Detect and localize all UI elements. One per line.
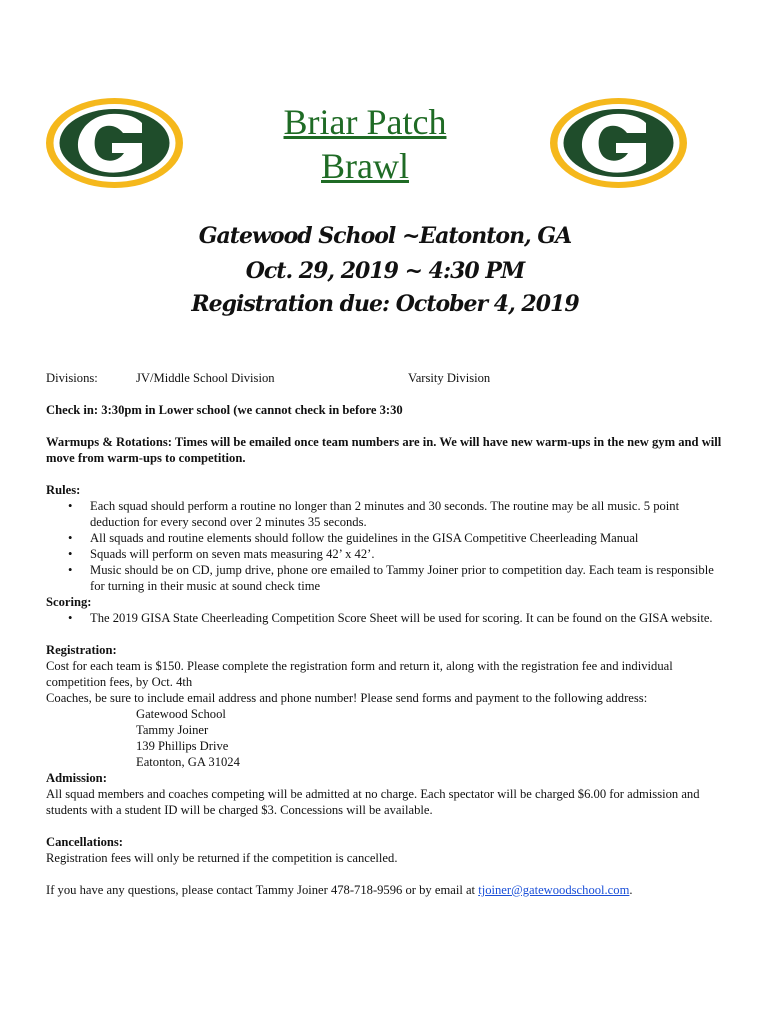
- registration-due: Registration due: October 4, 2019: [191, 291, 579, 317]
- event-title-line-1: Briar Patch: [283, 102, 447, 142]
- event-details: [46, 370, 726, 898]
- admission-text: All squad members and coaches competing will be admitted at no charge. Each spectator will be charged $6.00 for admission and students with a student ID will be charged $3. Concessions will be available.: [46, 787, 700, 817]
- list-item: • Music should be on CD, jump drive, phone ore emailed to Tammy Joiner prior to competition day. Each team is responsible for turning in their music at sound check time: [46, 562, 726, 594]
- rules-list: [46, 498, 726, 594]
- bullet-icon: •: [68, 563, 73, 577]
- event-title-line-2: Brawl: [321, 146, 409, 186]
- bullet-icon: •: [68, 611, 73, 625]
- contact-email-link[interactable]: tjoiner@gatewoodschool.com: [478, 883, 630, 897]
- scoring-list: [46, 610, 726, 626]
- bullet-icon: •: [68, 547, 73, 561]
- scoring-heading: Scoring:: [46, 595, 92, 609]
- event-location: Gatewood School ~Eatonton, GA: [198, 223, 572, 249]
- admission-heading: Admission:: [46, 771, 107, 785]
- registration-coaches: Coaches, be sure to include email address and phone number! Please send forms and payment to the following address:: [46, 691, 648, 705]
- address-line: Gatewood School: [136, 707, 226, 721]
- address-line: Eatonton, GA 31024: [136, 755, 240, 769]
- list-item: • Each squad should perform a routine no longer than 2 minutes and 30 seconds. The routine may be all music. 5 point deduction for every second over 2 minutes 35 seconds.: [46, 498, 726, 530]
- registration-cost: Cost for each team is $150. Please complete the registration form and return it, along with the registration fee and individual competition fees, by Oct. 4th: [46, 659, 673, 689]
- contact-text: If you have any questions, please contact Tammy Joiner 478-718-9596 or by email at tjoiner@gatewoodschool.com.: [46, 883, 633, 897]
- rules-heading: Rules:: [46, 483, 81, 497]
- event-date-time: Oct. 29, 2019 ~ 4:30 PM: [245, 258, 525, 284]
- g-logo-left: [45, 97, 184, 189]
- mailing-address: [46, 706, 726, 770]
- divisions-row: [46, 370, 726, 386]
- cancellations-text: Registration fees will only be returned if the competition is cancelled.: [46, 851, 398, 865]
- warmups-text: Warmups & Rotations: Times will be emailed once team numbers are in. We will have new warm-ups in the new gym and will move from warm-ups to competition.: [46, 435, 722, 465]
- jv-division: JV/Middle School Division: [136, 371, 275, 385]
- address-line: Tammy Joiner: [136, 723, 209, 737]
- cancellations-heading: Cancellations:: [46, 835, 123, 849]
- list-item: • Squads will perform on seven mats measuring 42’ x 42’.: [46, 546, 726, 562]
- list-item: • All squads and routine elements should follow the guidelines in the GISA Competitive Cheerleading Manual: [46, 530, 726, 546]
- divisions-label: Divisions:: [46, 371, 98, 385]
- list-item: • The 2019 GISA State Cheerleading Competition Score Sheet will be used for scoring. It can be found on the GISA website.: [46, 610, 726, 626]
- bullet-icon: •: [68, 499, 73, 513]
- g-logo-right: [549, 97, 688, 189]
- checkin-text: Check in: 3:30pm in Lower school (we cannot check in before 3:30: [46, 403, 403, 417]
- address-line: 139 Phillips Drive: [136, 739, 229, 753]
- registration-heading: Registration:: [46, 643, 117, 657]
- bullet-icon: •: [68, 531, 73, 545]
- varsity-division: Varsity Division: [408, 371, 491, 385]
